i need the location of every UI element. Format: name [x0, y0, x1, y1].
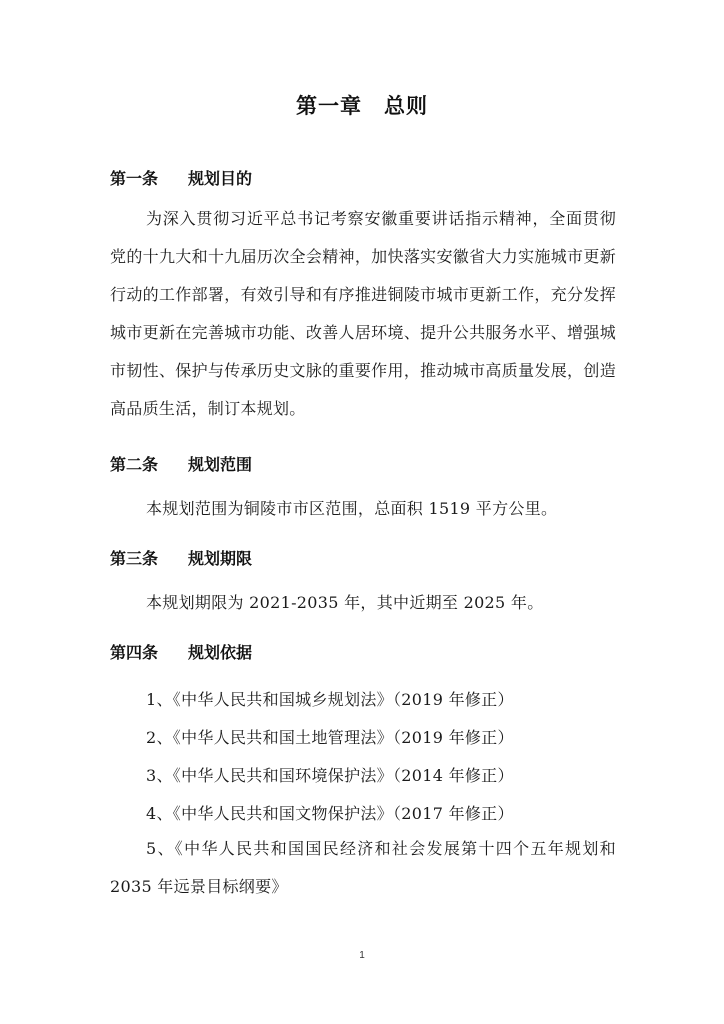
article-1-heading — [110, 166, 252, 189]
article-3-title: 规划期限 — [188, 549, 253, 568]
article-4-title: 规划依据 — [188, 643, 253, 662]
chapter-title: 第一章 总则 — [296, 94, 428, 118]
article-2-heading — [110, 452, 252, 475]
article-2-title: 规划范围 — [188, 455, 253, 474]
basis-item-2: 2、《中华人民共和国土地管理法》（2019 年修正） — [146, 728, 514, 747]
article-4-number: 第四条 — [110, 643, 159, 662]
article-4-heading — [110, 640, 252, 663]
article-1-number: 第一条 — [110, 169, 159, 188]
article-3-body: 本规划期限为 2021-2035 年，其中近期至 2025 年。 — [146, 593, 544, 612]
article-1-body: 为深入贯彻习近平总书记考察安徽重要讲话指示精神，全面贯彻党的十九大和十九届历次全会精神，加快落实安徽省大力实施城市更新行动的工作部署，有效引导和有序推进铜陵市城市更新工作，充分发挥城市更新在完善城市功能、改善人居环境、提升公共服务水平、增强城市韧性、保护与传承历史文脉的重要作用，推动城市高质量发展，创造高品质生活，制订本规划。 — [110, 209, 616, 418]
article-3-number: 第三条 — [110, 549, 159, 568]
basis-item-4: 4、《中华人民共和国文物保护法》（2017 年修正） — [146, 804, 514, 823]
article-2-body: 本规划范围为铜陵市市区范围，总面积 1519 平方公里。 — [146, 499, 558, 518]
article-3-heading — [110, 546, 252, 569]
basis-item-3: 3、《中华人民共和国环境保护法》（2014 年修正） — [146, 766, 514, 785]
article-2-number: 第二条 — [110, 455, 159, 474]
article-1-title: 规划目的 — [188, 169, 253, 188]
page-number: 1 — [359, 950, 365, 961]
basis-item-5: 5、《中华人民共和国国民经济和社会发展第十四个五年规划和 2035 年远景目标纲要》 — [110, 839, 616, 896]
basis-item-1: 1、《中华人民共和国城乡规划法》（2019 年修正） — [146, 690, 514, 709]
